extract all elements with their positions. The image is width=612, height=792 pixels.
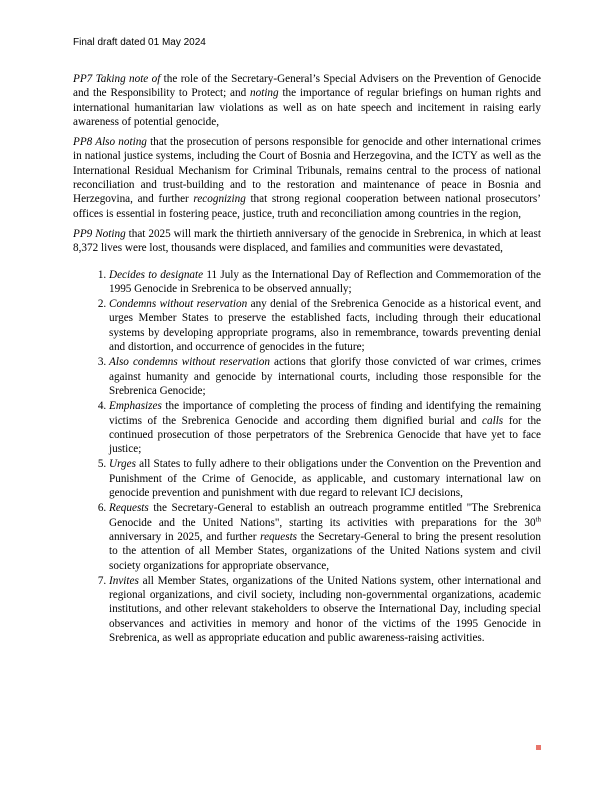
pp8-lead: PP8 Also noting [73,136,147,149]
pp7-text-a: the role of the Secretary-General’s Special Advisers on the Prevention of Genocide and the Responsibility to Protect; and [73,73,541,100]
operative-item-1 [109,268,541,297]
op2-text: any denial of the Srebrenica Genocide as a historical event, and urges Member States to preserve the established facts, including through their educational systems by developing appropriate programs, also in remembrance, towards preventing denial and distortion, and occurrence of genocides in the future; [109,298,542,354]
op1-text: 11 July as the International Day of Reflection and Commemoration of the 1995 Genocide in Srebrenica to be observed annually; [109,268,541,295]
operative-item-4 [109,399,541,456]
paragraph-pp9 [73,227,541,256]
pp9-text-a: that 2025 will mark the thirtieth anniversary of the genocide in Srebrenica, in which at least 8,372 lives were lost, thousands were displaced, and families and communities were devastated, [73,227,541,255]
op4-italic: calls [482,414,504,427]
operative-item-7 [109,574,541,645]
op6-italic: requests [260,530,298,543]
pp8-text-a: that the prosecution of persons responsible for genocide and other international crimes in national justice systems, including the Court of Bosnia and Herzegovina, and the ICTY as well as the International Residual Mechanism for Criminal Tribunals, remains central to the process of national reconciliation and trust-building and to the restoration and maintenance of peace in Bosnia and Herzegovina, and further [73,136,541,206]
op3-lead: Also condemns without reservation [109,356,270,369]
op4-lead: Emphasizes [109,400,162,413]
op6-text: the Secretary-General to establish an outreach programme entitled "The Srebrenica Genocide and the United Nations", starting its activities with preparations for the 30 [109,502,541,529]
operative-item-5 [109,457,541,500]
document-body [73,72,541,646]
pp7-lead: PP7 Taking note of [73,73,161,85]
pp7-italic: noting [250,87,279,100]
op3-text: actions that glorify those convicted of war crimes, crimes against humanity and genocide by international courts, including those responsible for the Srebrenica Genocide; [109,356,541,397]
operative-item-6 [109,501,541,572]
paragraph-pp8 [73,135,541,221]
draft-header: Final draft dated 01 May 2024 [73,37,206,48]
op6-text-pre: anniversary in 2025, and further [109,530,261,543]
op4-text-b: for the continued prosecution of those perpetrators of the Srebrenica Genocide that have yet to face justice; [109,414,541,456]
op5-lead: Urges [109,458,136,471]
op5-text: all States to fully adhere to their obligations under the Convention on the Prevention and Punishment of the Crime of Genocide, as applicable, and customary international law on genocide prevention and punishment with due regard to relevant ICJ decisions, [109,458,541,500]
op6-superscript: th [535,514,541,523]
operative-item-2 [109,297,541,354]
operative-item-3 [109,355,541,398]
op6-lead: Requests [109,502,149,515]
pp9-lead: PP9 Noting [73,227,126,240]
op4-text: the importance of completing the process of finding and identifying the remaining victims of the Srebrenica Genocide and according them dignified burial and [109,400,541,427]
pp8-italic: recognizing [193,193,246,206]
pp8-text-b: that strong regional cooperation between national prosecutors’ offices is essential in fostering peace, justice, truth and reconciliation among countries in the region, [73,193,541,220]
op1-lead: Decides to designate [109,268,204,281]
page-corner-mark [536,745,541,750]
op7-lead: Invites [109,574,139,587]
pp7-text-b: the importance of regular briefings on human rights and international humanitarian law violations as well as on hate speech and incitement in raising early awareness of potential genocide, [73,87,542,128]
op7-text: all Member States, organizations of the United Nations system, other international and regional organizations, and civil society, including non-governmental organizations, academic institutions, and other relevant stakeholders to observe the International Day, including special observances and activities in memory and honor of the victims of the 1995 Genocide in Srebrenica, as well as appropriate education and public awareness-raising activities. [109,574,541,644]
paragraph-pp7 [73,72,541,129]
operative-list [73,268,541,646]
op6-text-b: the Secretary-General to bring the present resolution to the attention of all Member States, organizations of the United Nations system and civil society organizations for appropriate observance, [109,530,541,572]
op2-lead: Condemns without reservation [109,298,248,311]
